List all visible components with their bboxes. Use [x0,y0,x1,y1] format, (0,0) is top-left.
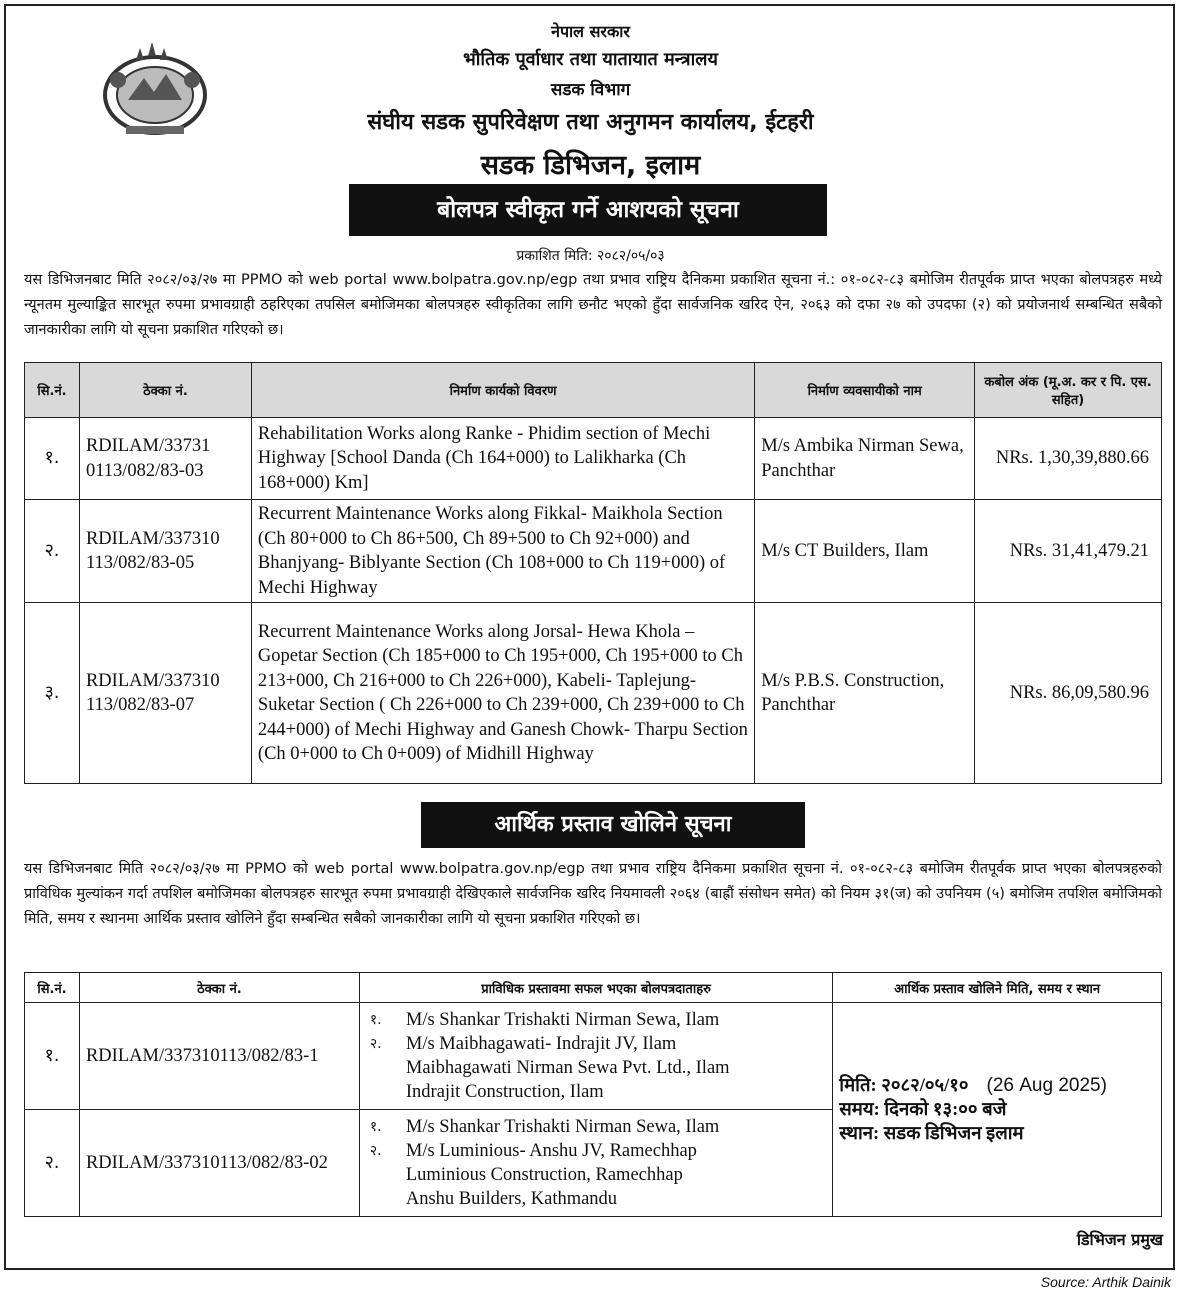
table-header-row [25,363,1162,418]
bidder-item [366,1115,826,1139]
table-row [25,603,1162,784]
jv-member: Indrajit Construction, Ilam [405,1082,604,1102]
division-title: सडक डिभिजन, इलाम [480,150,701,181]
opening-date: मिति: २०८२/०५/१० [839,1075,969,1096]
jv-member: Anshu Builders, Kathmandu [405,1189,618,1209]
row-sn: २. [25,500,80,603]
row-bidders [359,1110,832,1217]
opening-schedule [833,1003,1162,1217]
col-header-sn: सि.नं. [25,363,80,418]
bidder-name: M/s Luminious- Anshu JV, Ramechhap [405,1141,697,1161]
opening-place: स्थान: सडक डिभिजन इलाम [839,1123,1024,1144]
table-row [25,418,1162,500]
col-header-contract: ठेक्का नं. [79,973,359,1003]
notice1-title-banner: बोलपत्र स्वीकृत गर्ने आशयको सूचना [349,184,827,236]
opening-time: समय: दिनको १३:०० बजे [839,1099,1007,1120]
row-amount: NRs. 86,09,580.96 [975,603,1162,784]
jv-member: Maibhagawati Nirman Sewa Pvt. Ltd., Ilam [405,1058,730,1078]
col-header-schedule: आर्थिक प्रस्ताव खोलिने मिति, समय र स्थान [833,973,1162,1003]
ministry-title: भौतिक पूर्वाधार तथा यातायात मन्त्रालय [463,49,718,70]
signature: डिभिजन प्रमुख [1076,1230,1163,1249]
bidder-item [366,1139,826,1163]
office-title: संघीय सडक सुपरिवेक्षण तथा अनुगमन कार्यालय, ईटहरी [367,110,814,135]
row-description: Rehabilitation Works along Ranke - Phidim section of Mechi Highway [School Danda (Ch 164+000) to Lalikharka (Ch 168+000) Km] [251,418,754,500]
opening-date-line [839,1074,1155,1098]
notice2-title-banner: आर्थिक प्रस्ताव खोलिने सूचना [421,802,805,848]
col-header-contract: ठेक्का नं. [79,363,251,418]
bidder-item [366,1032,826,1056]
row-description: Recurrent Maintenance Works along Fikkal- Maikhola Section (Ch 80+000 to Ch 86+500, Ch 89+500 to Ch 92+000) and Bhanjyang- Biblyante Section (Ch 108+000 to Ch 119+000) of Mechi Highway [251,500,754,603]
bidder-name: M/s Shankar Trishakti Nirman Sewa, Ilam [405,1010,720,1030]
row-contractor: M/s Ambika Nirman Sewa, Panchthar [755,418,975,500]
table-row [25,500,1162,603]
row-bidders [359,1003,832,1110]
bidder-num: २. [369,1143,382,1159]
row-contract: RDILAM/337310113/082/83-1 [79,1003,359,1110]
row-contractor: M/s CT Builders, Ilam [755,500,975,603]
bidder-num: २. [369,1036,382,1052]
row-sn: २. [25,1110,80,1217]
col-header-description: निर्माण कार्यको विवरण [251,363,754,418]
table-row [25,1003,1162,1110]
col-header-sn: सि.नं. [25,973,80,1003]
jv-member: Luminious Construction, Ramechhap [405,1165,683,1185]
bidder-item [366,1008,826,1032]
col-header-contractor: निर्माण व्यवसायीको नाम [755,363,975,418]
row-contract: RDILAM/337310 113/082/83-07 [79,603,251,784]
row-sn: ३. [25,603,80,784]
bidder-num: १. [369,1012,382,1028]
row-amount: NRs. 31,41,479.21 [975,500,1162,603]
row-contract: RDILAM/337310113/082/83-02 [79,1110,359,1217]
financial-opening-table [24,972,1162,1217]
accepted-bids-table [24,362,1162,784]
row-description: Recurrent Maintenance Works along Jorsal- Hewa Khola –Gopetar Section (Ch 185+000 to Ch 195+000, Ch 195+000 to Ch 213+000, Ch 216+000 to Ch 226+000), Kabeli- Taplejung-Suketar Section ( Ch 226+000 to Ch 239+000, Ch 239+000 to Ch 244+000) of Mechi Highway and Ganesh Chowk- Tharpu Section (Ch 0+000 to Ch 0+009) of Midhill Highway [251,603,754,784]
row-amount: NRs. 1,30,39,880.66 [975,418,1162,500]
department-title: सडक विभाग [550,80,631,100]
table-header-row [25,973,1162,1003]
notice1-body: यस डिभिजनबाट मिति २०८२/०३/२७ मा PPMO को web portal www.bolpatra.gov.np/egp तथा प्रभाव राष्ट्रिय दैनिकमा प्रकाशित सूचना नं.: ०१-०८२-८३ बमोजिम रीतपूर्वक प्राप्त भएका बोलपत्रहरु मध्ये न्यूनतम मुल्याङ्कित सारभूत रुपमा प्रभावग्राही ठहरिएका तपसिल बमोजिमका बोलपत्रहरु स्वीकृतिका लागि छनौट भएको हुँदा सार्वजनिक खरिद ऐन, २०६३ को दफा २७ को उपदफा (२) को प्रयोजनार्थ सम्बन्धित सबैको जानकारीका लागि यो सूचना प्रकाशित गरिएको छ। [24,272,1162,338]
source-credit: Source: Arthik Dainik [1040,1274,1171,1290]
row-sn: १. [25,1003,80,1110]
published-date: प्रकाशित मिति: २०८२/०५/०३ [516,248,665,264]
notice2-body: यस डिभिजनबाट मिति २०८२/०३/२७ मा PPMO को web portal www.bolpatra.gov.np/egp तथा प्रभाव राष्ट्रिय दैनिकमा प्रकाशित सूचना नं. ०१-०८२-८३ बमोजिम रीतपूर्वक प्राप्त भएका बोलपत्रहरुको प्राविधिक मुल्यांकन गर्दा तपशिल बमोजिमका बोलपत्रहरु सारभूत रुपमा प्रभावग्राही देखिएकाले सार्वजनिक खरिद नियमावली २०६४ (बाह्रौं संसोधन समेत) को नियम ३१(ज) को उपनियम (५) बमोजिम तपशिल बमोजिमको मिति, समय र स्थानमा आर्थिक प्रस्ताव खोलिने हुँदा सम्बन्धित सबैको जानकारीका लागि यो सूचना प्रकाशित गरिएको छ। [24,861,1162,927]
bidder-num: १. [369,1119,382,1135]
bidder-name: M/s Maibhagawati- Indrajit JV, Ilam [405,1034,677,1054]
row-sn: १. [25,418,80,500]
govt-title: नेपाल सरकार [551,22,630,41]
bidder-name: M/s Shankar Trishakti Nirman Sewa, Ilam [405,1117,720,1137]
opening-date-en: (26 Aug 2025) [986,1074,1107,1096]
row-contract: RDILAM/33731 0113/082/83-03 [79,418,251,500]
row-contract: RDILAM/337310 113/082/83-05 [79,500,251,603]
row-contractor: M/s P.B.S. Construction, Panchthar [755,603,975,784]
col-header-amount: कबोल अंक (मू.अ. कर र पि. एस. सहित) [975,363,1162,418]
col-header-bidders: प्राविधिक प्रस्तावमा सफल भएका बोलपत्रदाताहरु [359,973,832,1003]
